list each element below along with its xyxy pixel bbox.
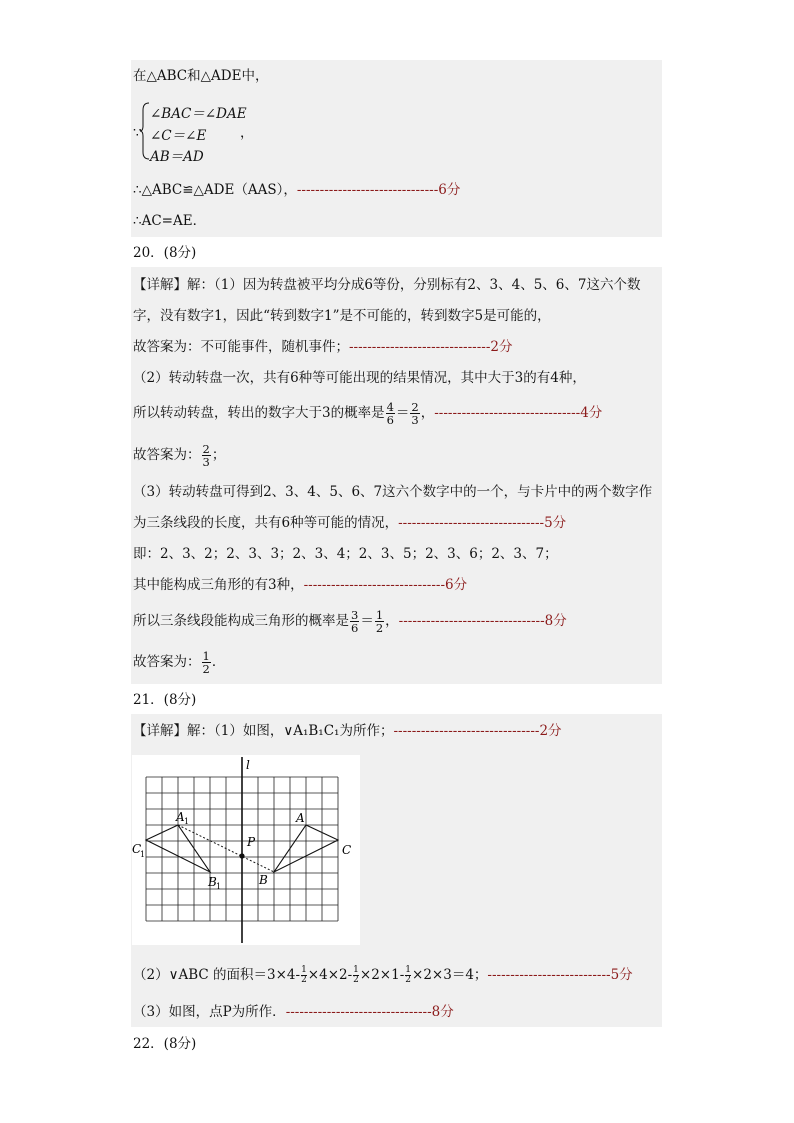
q20-line5-text: 所以转动转盘，转出的数字大于3的概率是: [133, 405, 385, 421]
fraction: [375, 609, 384, 634]
equals: ＝: [360, 613, 374, 629]
numerator: 1: [353, 965, 359, 975]
label-c: C: [342, 843, 352, 857]
comma: ，: [420, 405, 435, 421]
comma: ，: [385, 613, 399, 629]
numerator: 1: [301, 965, 307, 975]
label-b1: B: [208, 875, 217, 889]
grid-figure-svg: [132, 755, 360, 945]
numerator: 3: [351, 608, 359, 622]
q20-line12-text: 故答案为：: [133, 654, 201, 670]
conclusion-text: ∴△ABC≌△ADE（AAS），: [133, 182, 297, 198]
q20-line3-text: 故答案为：不可能事件，随机事件；: [133, 339, 349, 355]
q21-line3-text: （3）如图，点P为所作．: [133, 1004, 286, 1020]
proof-final: ∴AC=AE．: [133, 213, 207, 229]
label-a1-sub: 1: [184, 817, 190, 826]
q20-heading: 20．(8分): [133, 245, 197, 261]
denominator: 3: [411, 413, 419, 427]
q20-line9: 即：2、3、2；2、3、3；2、3、4；2、3、5；2、3、6；2、3、7；: [133, 546, 558, 562]
therefore-sign: ∵: [133, 125, 142, 141]
score-2: --------------------------------2分: [393, 723, 562, 739]
grid-figure: [132, 755, 360, 945]
label-a: A: [296, 811, 305, 825]
equals: ＝: [395, 405, 410, 421]
score-8: --------------------------------8分: [398, 613, 567, 629]
term: ×4×2-: [307, 967, 353, 983]
q20-line6: [133, 440, 225, 470]
denominator: 6: [386, 413, 394, 427]
q20-line7: （3）转动转盘可得到2、3、4、5、6、7这六个数字中的一个，与卡片中的两个数字作: [133, 484, 653, 500]
q20-line12: [133, 647, 225, 677]
fraction: [350, 609, 359, 634]
q20-line10: [133, 576, 467, 594]
label-b1-sub: 1: [216, 882, 222, 891]
fraction: [410, 401, 419, 426]
q20-line5: [133, 398, 602, 428]
q21-line2-text: （2）∨ABC 的面积＝3×4-: [133, 967, 301, 983]
denominator: 2: [375, 621, 384, 635]
score-6: -------------------------------6分: [296, 182, 461, 198]
fraction: [301, 966, 307, 985]
q21-heading: 21．(8分): [133, 692, 197, 708]
numerator: 4: [386, 400, 394, 414]
fraction: [202, 443, 211, 468]
numerator: 1: [202, 649, 210, 663]
q20-line11: [133, 606, 567, 636]
q20-line8-text: 为三条线段的长度，共有6种等可能的情况，: [133, 515, 399, 531]
denominator: 2: [405, 975, 412, 985]
semicolon: ；: [211, 447, 226, 463]
proof-block: [131, 60, 662, 237]
denominator: 2: [202, 662, 210, 676]
score-2: -------------------------------2分: [349, 339, 513, 355]
q20-line3: [133, 338, 513, 356]
fraction: [405, 966, 411, 985]
q20-line2: 字，没有数字1，因此“转到数字1”是不可能的，转到数字5是可能的，: [133, 308, 551, 324]
term: ×2×1-: [359, 967, 405, 983]
label-c1-sub: 1: [140, 850, 146, 859]
denominator: 6: [351, 621, 359, 635]
label-b: B: [259, 873, 268, 887]
label-c1: C: [132, 842, 142, 856]
proof-intro: 在△ABC和△ADE中，: [133, 68, 269, 84]
q20-line1: 【详解】解：（1）因为转盘被平均分成6等份，分别标有2、3、4、5、6、7这六个数: [133, 277, 641, 293]
term: ×2×3＝4；: [412, 967, 488, 983]
period: ．: [211, 654, 226, 670]
condition-1: ∠BAC＝∠DAE: [150, 106, 247, 122]
numerator: 1: [375, 608, 384, 622]
score-8: --------------------------------8分: [285, 1004, 454, 1020]
proof-conclusion: [133, 181, 460, 199]
q20-line6-text: 故答案为：: [133, 447, 201, 463]
condition-comma: ，: [240, 125, 254, 141]
fraction: [386, 401, 395, 426]
label-a1: A: [176, 810, 185, 824]
q21-line1-text: 【详解】解：（1）如图，∨A₁B₁C₁为所作；: [133, 723, 394, 739]
point-p: [239, 853, 244, 858]
denominator: 3: [202, 455, 210, 469]
q21-line2: [133, 961, 633, 989]
numerator: 1: [405, 965, 412, 975]
q20-line11-text: 所以三条线段能构成三角形的概率是: [133, 613, 349, 629]
condition-2: ∠C＝∠E: [150, 128, 207, 144]
condition-3: AB＝AD: [150, 149, 204, 165]
score-5: ---------------------------5分: [487, 967, 633, 983]
score-4: --------------------------------4分: [434, 405, 603, 421]
fraction: [353, 966, 359, 985]
q20-line8: [133, 514, 566, 532]
denominator: 2: [353, 975, 359, 985]
denominator: 2: [301, 975, 307, 985]
q21-line1: [133, 722, 562, 740]
score-6: -------------------------------6分: [303, 577, 468, 593]
fraction: [202, 650, 211, 675]
q22-heading: 22．(8分): [133, 1036, 197, 1052]
label-l: l: [246, 758, 250, 772]
q21-line3: [133, 1003, 454, 1021]
score-5: --------------------------------5分: [398, 515, 567, 531]
numerator: 2: [411, 400, 419, 414]
q20-line4: （2）转动转盘一次，共有6种等可能出现的结果情况，其中大于3的有4种，: [133, 370, 586, 386]
q20-line10-text: 其中能构成三角形的有3种，: [133, 577, 304, 593]
label-p: P: [247, 835, 256, 849]
numerator: 2: [202, 442, 210, 456]
